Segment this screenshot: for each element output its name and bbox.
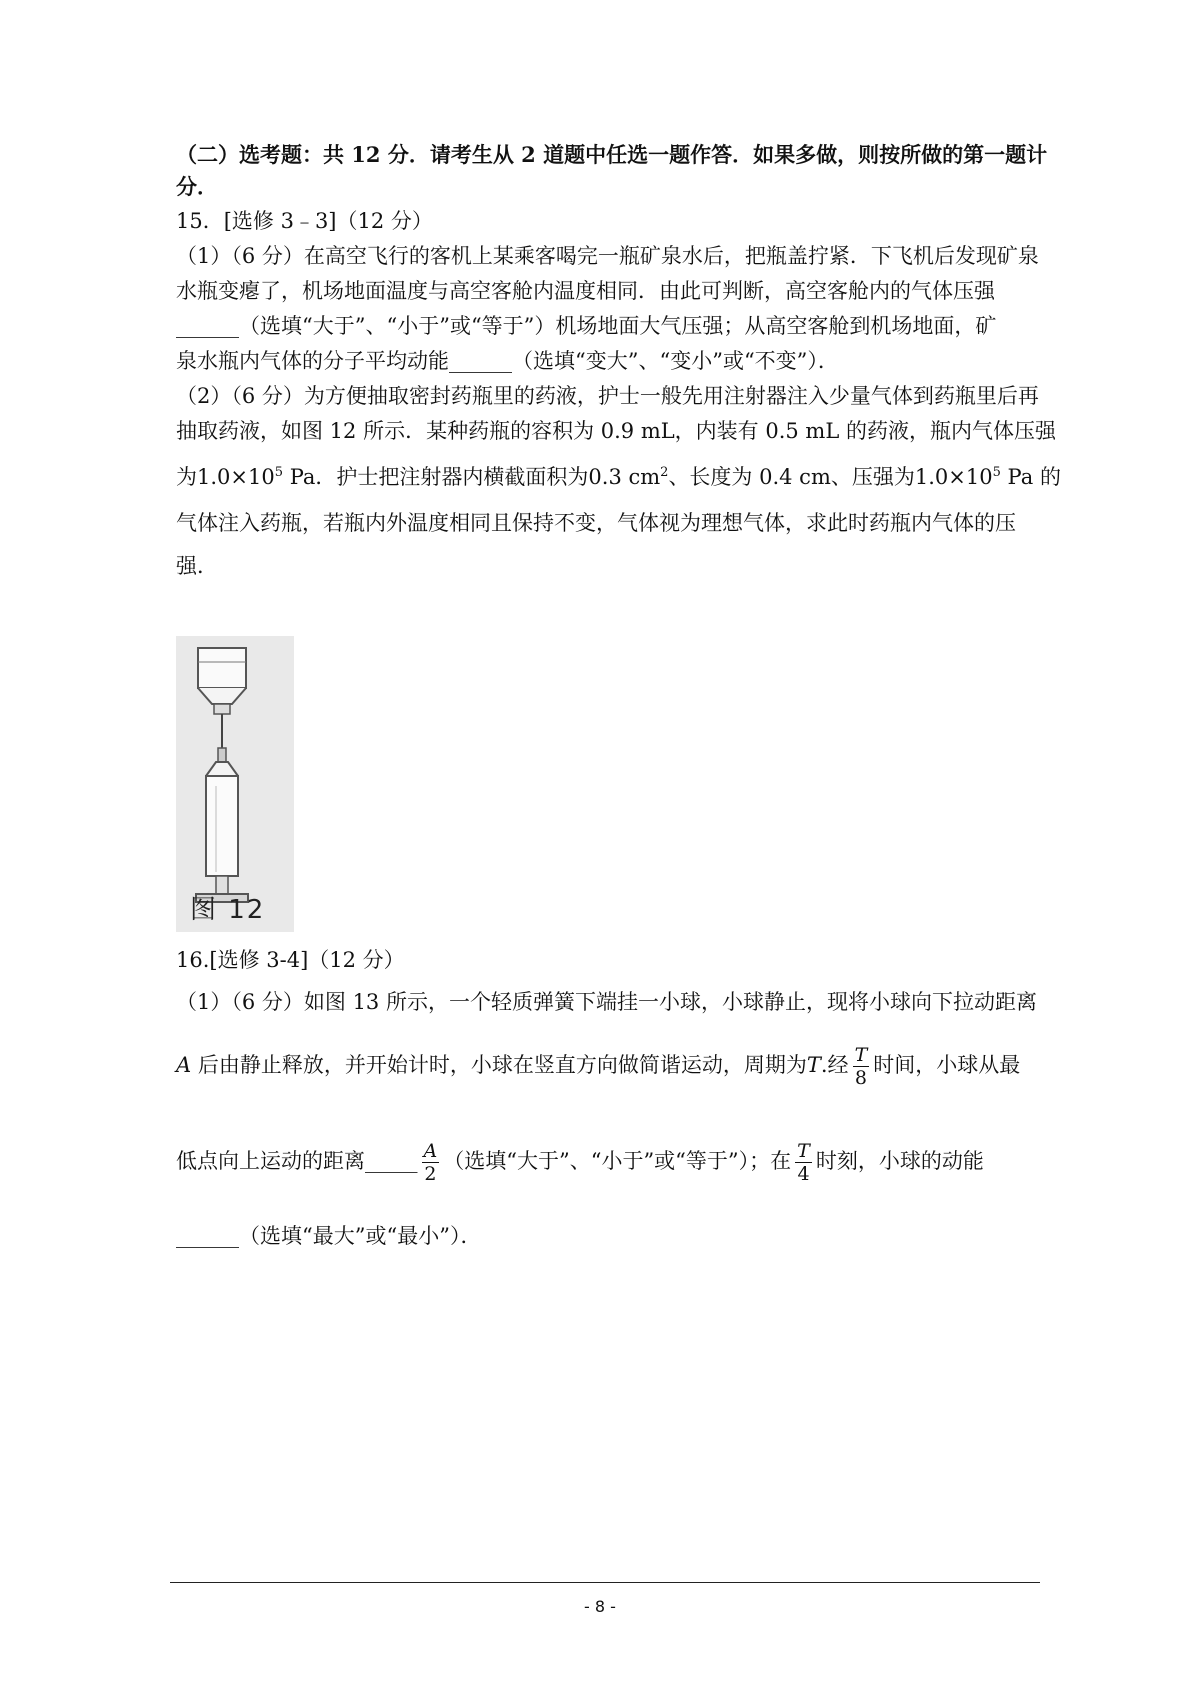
q16-part1-line3: [176, 1140, 1036, 1185]
q16-part1-line4: ______（选填“最大”或“最小”）．: [176, 1224, 482, 1248]
fraction-A-over-2: [422, 1140, 440, 1185]
q16-text-d: 低点向上运动的距离_____: [176, 1149, 418, 1173]
q16-text-c: 时间，小球从最: [873, 1053, 1021, 1077]
page-number: - 8 -: [584, 1597, 616, 1616]
q15-part2-line3: [176, 462, 1061, 492]
fraction-numerator: A: [423, 1140, 438, 1162]
footer-divider: [170, 1582, 1040, 1583]
q15-part2-text-d: 的: [1039, 465, 1061, 489]
figure-12-syringe-and-vial: [176, 636, 294, 932]
area-exponent: 2: [660, 465, 669, 480]
q16-text-e: （选填“大于”、“小于”或“等于”）；在: [443, 1149, 792, 1173]
q15-part1-line2: 水瓶变瘪了，机场地面温度与高空客舱内温度相同．由此可判断，高空客舱内的气体压强: [176, 279, 995, 303]
section-heading-line1: （二）选考题：共 12 分．请考生从 2 道题中任选一题作答．如果多做，则按所做的第一题计: [176, 142, 1048, 167]
fraction-denominator: 8: [854, 1067, 867, 1089]
q15-part1-line1: （1）（6 分）在高空飞行的客机上某乘客喝完一瓶矿泉水后，把瓶盖拧紧．下飞机后发现矿泉: [176, 244, 1039, 268]
area-value: 0.3 cm: [588, 465, 661, 489]
fraction-denominator: 2: [424, 1163, 437, 1185]
q15-part2-text-c: 、长度为 0.4 cm、压强为: [668, 465, 915, 489]
fraction-denominator: 4: [797, 1163, 810, 1185]
q15-title: 15．[选修 3﹣3]（12 分）: [176, 209, 433, 233]
pressure-exponent-1: 5: [274, 465, 283, 480]
var-A: A: [176, 1053, 192, 1077]
pressure-unit-1: Pa: [289, 465, 316, 489]
syringe-vial-drawing: [176, 636, 294, 932]
pressure-unit-2: Pa: [1007, 465, 1034, 489]
pressure-value-2: 1.0×10: [914, 465, 993, 489]
q15-part2-line5: 强．: [176, 554, 218, 578]
var-T: T: [806, 1053, 821, 1077]
fraction-T-over-8: [853, 1044, 870, 1089]
q15-part2-text-a: 为: [176, 465, 197, 489]
q16-title: 16.[选修 3-4]（12 分）: [176, 948, 405, 972]
q16-part1-line2: [176, 1044, 1036, 1089]
q15-part2-line2: 抽取药液，如图 12 所示．某种药瓶的容积为 0.9 mL，内装有 0.5 mL 的药液，瓶内气体压强: [176, 419, 1056, 443]
fraction-T-over-4: [795, 1140, 812, 1185]
q16-text-f: 时刻，小球的动能: [815, 1149, 984, 1173]
pressure-value-1: 1.0×10: [197, 465, 275, 489]
fraction-numerator: T: [854, 1044, 868, 1066]
q16-text-a: 后由静止释放，并开始计时，小球在竖直方向做简谐运动，周期为: [197, 1053, 807, 1077]
q16-text-b: .经: [820, 1053, 849, 1077]
q15-part2-text-b: ．护士把注射器内横截面积为: [315, 465, 589, 489]
fraction-numerator: T: [797, 1140, 810, 1162]
q15-part2-line4: 气体注入药瓶，若瓶内外温度相同且保持不变，气体视为理想气体，求此时药瓶内气体的压: [176, 511, 1016, 535]
section-heading-line2: 分．: [176, 174, 218, 199]
q15-part1-line4: 泉水瓶内气体的分子平均动能______（选填“变大”、“变小”或“不变”）．: [176, 349, 839, 373]
pressure-exponent-2: 5: [992, 465, 1001, 480]
q15-part2-line1: （2）（6 分）为方便抽取密封药瓶里的药液，护士一般先用注射器注入少量气体到药瓶里后再: [176, 384, 1039, 408]
q15-part1-line3: ______（选填“大于”、“小于”或“等于”）机场地面大气压强；从高空客舱到机场地面，矿: [176, 314, 997, 338]
figure-12-label: 图 12: [190, 895, 266, 925]
q16-part1-line1: （1）（6 分）如图 13 所示，一个轻质弹簧下端挂一小球，小球静止，现将小球向下拉动距离: [176, 990, 1037, 1014]
